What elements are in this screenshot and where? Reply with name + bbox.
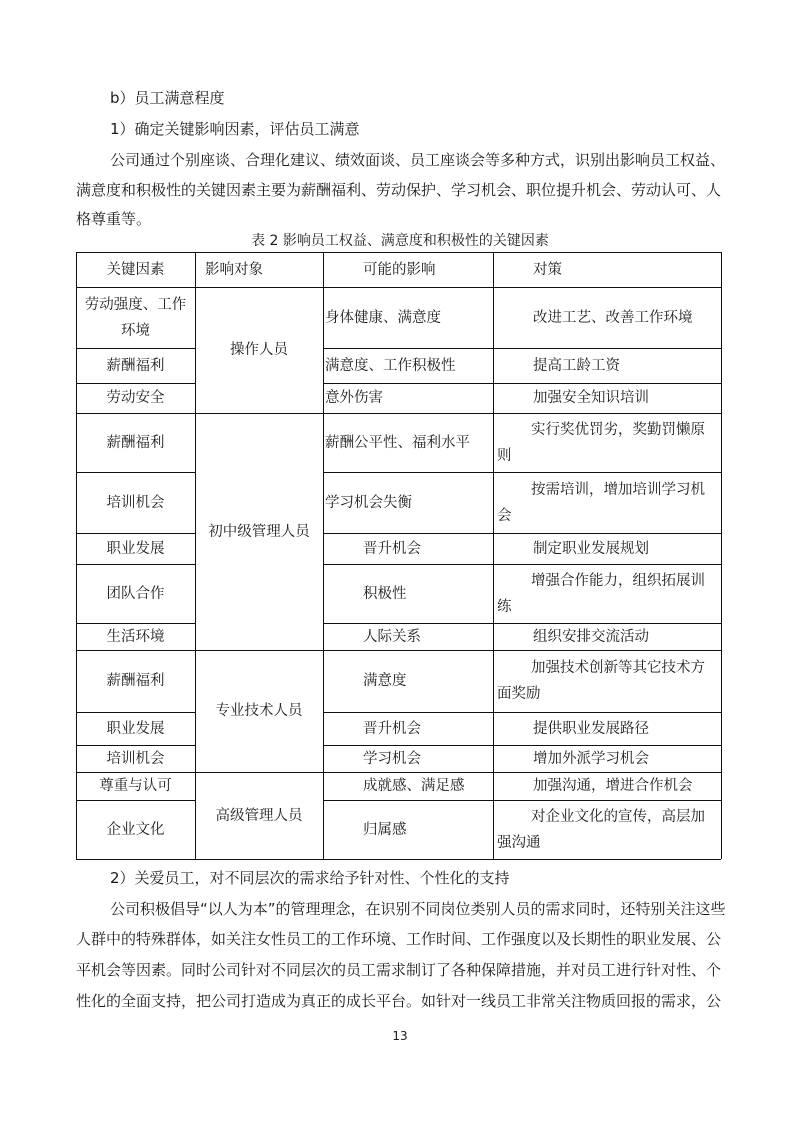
table-rule xyxy=(76,712,195,713)
impact-cell-text: 学习机会 xyxy=(363,750,421,767)
group-cell xyxy=(197,650,321,772)
heading-1: 1）确定关键影响因素，评估员工满意 xyxy=(110,120,360,138)
table-rule xyxy=(76,859,721,860)
header-cell xyxy=(323,252,493,287)
header-cell-text: 可能的影响 xyxy=(363,261,436,278)
group-cell-text: 初中级管理人员 xyxy=(208,523,310,540)
table-rule xyxy=(323,712,721,713)
factor-cell xyxy=(80,772,191,800)
table-rule xyxy=(76,383,195,384)
impact-cell-text: 意外伤害 xyxy=(325,390,383,406)
paragraph-1-line-1: 公司通过个别座谈、合理化建议、绩效面谈、员工座谈会等多种方式，识别出影响员工权益、 xyxy=(110,151,726,169)
factor-cell xyxy=(80,623,191,650)
table-rule xyxy=(323,800,721,801)
factor-cell-text: 企业文化 xyxy=(106,821,165,838)
impact-cell-text: 满意度、工作积极性 xyxy=(325,357,456,374)
header-cell xyxy=(493,252,721,287)
impact-cell xyxy=(323,650,493,712)
measure-cell xyxy=(493,564,721,623)
group-cell xyxy=(197,772,321,859)
factor-cell xyxy=(80,533,191,564)
measure-cell-text: 改进工艺、改善工作环境 xyxy=(533,309,693,326)
paragraph-2-line-1: 公司积极倡导“以人为本”的管理理念，在识别不同岗位类别人员的需求同时，还特别关注这些 xyxy=(110,900,726,918)
table-rule xyxy=(323,533,721,534)
table-rule xyxy=(76,650,721,651)
impact-cell-text: 身体健康、满意度 xyxy=(325,309,441,326)
table-rule xyxy=(76,413,721,414)
measure-cell-text: 组织安排交流活动 xyxy=(533,628,649,645)
impact-cell xyxy=(323,472,493,533)
table-rule xyxy=(76,348,195,349)
factor-cell-text: 劳动安全 xyxy=(106,390,165,406)
impact-cell xyxy=(323,800,493,859)
measure-cell xyxy=(493,413,721,472)
table-rule xyxy=(195,252,196,859)
impact-cell-text: 人际关系 xyxy=(363,628,421,645)
measure-cell-text: 加强沟通，增进合作机会 xyxy=(533,778,693,794)
measure-cell xyxy=(493,287,721,348)
impact-cell-text: 积极性 xyxy=(363,585,407,602)
factor-cell xyxy=(80,472,191,533)
factor-cell xyxy=(80,413,191,472)
impact-cell xyxy=(323,533,493,564)
factor-cell xyxy=(80,745,191,772)
table-rule xyxy=(323,472,721,473)
paragraph-2-line-2: 人群中的特殊群体，如关注女性员工的工作环境、工作时间、工作强度以及长期性的职业发展、公 xyxy=(76,930,722,948)
measure-cell-text: 提供职业发展路径 xyxy=(533,720,649,737)
impact-cell xyxy=(323,383,493,413)
measure-cell xyxy=(493,623,721,650)
impact-cell-text: 晋升机会 xyxy=(363,540,421,557)
table-rule xyxy=(323,623,721,624)
impact-cell xyxy=(323,348,493,383)
table-rule xyxy=(493,252,494,859)
key-factors-table xyxy=(76,252,721,859)
impact-cell xyxy=(323,413,493,472)
header-cell-text: 对策 xyxy=(533,261,562,278)
factor-cell-text: 薪酬福利 xyxy=(106,434,165,451)
impact-cell xyxy=(323,287,493,348)
factor-cell-text: 职业发展 xyxy=(106,720,165,737)
impact-cell-text: 晋升机会 xyxy=(363,720,421,737)
measure-cell-text: 对企业文化的宣传，高层加强沟通 xyxy=(497,808,705,851)
table-rule xyxy=(323,348,721,349)
measure-cell xyxy=(493,472,721,533)
table-rule xyxy=(76,252,721,253)
group-cell-text: 操作人员 xyxy=(230,342,288,358)
measure-cell xyxy=(493,772,721,800)
measure-cell xyxy=(493,348,721,383)
measure-cell-text: 增强合作能力，组织拓展训练 xyxy=(497,572,705,615)
impact-cell-text: 归属感 xyxy=(363,821,407,838)
factor-cell-text: 尊重与认可 xyxy=(99,778,172,794)
factor-cell xyxy=(80,800,191,859)
impact-cell xyxy=(323,712,493,745)
factor-cell xyxy=(80,348,191,383)
header-cell-text: 影响对象 xyxy=(205,261,263,278)
impact-cell xyxy=(323,772,493,800)
header-cell xyxy=(76,252,195,287)
table-rule xyxy=(323,745,721,746)
impact-cell-text: 薪酬公平性、福利水平 xyxy=(325,434,470,451)
factor-cell xyxy=(80,712,191,745)
measure-cell xyxy=(493,800,721,859)
paragraph-2-line-3: 平机会等因素。同时公司针对不同层次的员工需求制订了各种保障措施，并对员工进行针对性、个 xyxy=(76,961,722,979)
table-rule xyxy=(76,623,195,624)
measure-cell-text: 按需培训，增加培训学习机会 xyxy=(497,481,705,524)
factor-cell xyxy=(80,650,191,712)
page-number: 13 xyxy=(392,1029,408,1043)
group-cell-text: 高级管理人员 xyxy=(215,807,303,824)
table-rule xyxy=(323,564,721,565)
table-rule xyxy=(76,772,721,773)
measure-cell-text: 实行奖优罚劣，奖勤罚懒原则 xyxy=(497,421,705,464)
table-rule xyxy=(323,252,324,859)
paragraph-1-line-3: 格尊重等。 xyxy=(76,210,152,228)
measure-cell xyxy=(493,383,721,413)
factor-cell-text: 职业发展 xyxy=(106,540,165,557)
impact-cell-text: 学习机会失衡 xyxy=(325,494,412,511)
table-rule xyxy=(76,800,195,801)
measure-cell-text: 提高工龄工资 xyxy=(533,357,620,374)
impact-cell-text: 满意度 xyxy=(363,673,407,689)
measure-cell-text: 增加外派学习机会 xyxy=(533,750,649,767)
table-rule xyxy=(721,252,722,859)
group-cell-text: 专业技术人员 xyxy=(215,703,303,719)
heading-2: 2）关爱员工，对不同层次的需求给予针对性、个性化的支持 xyxy=(110,869,510,887)
group-cell xyxy=(197,413,321,650)
table-rule xyxy=(76,533,195,534)
factor-cell xyxy=(80,287,191,348)
factor-cell xyxy=(80,383,191,413)
table-rule xyxy=(76,564,195,565)
measure-cell xyxy=(493,712,721,745)
impact-cell xyxy=(323,564,493,623)
table-caption: 表 2 影响员工权益、满意度和积极性的关键因素 xyxy=(251,233,549,249)
factor-cell-text: 培训机会 xyxy=(106,750,165,767)
factor-cell-text: 团队合作 xyxy=(106,585,165,602)
impact-cell xyxy=(323,623,493,650)
factor-cell-text: 培训机会 xyxy=(106,494,165,511)
measure-cell-text: 制定职业发展规划 xyxy=(533,540,649,557)
impact-cell xyxy=(323,745,493,772)
table-rule xyxy=(76,472,195,473)
header-cell-text: 关键因素 xyxy=(106,261,165,278)
paragraph-1-line-2: 满意度和积极性的关键因素主要为薪酬福利、劳动保护、学习机会、职位提升机会、劳动认可、人 xyxy=(76,181,722,199)
factor-cell-text: 劳动强度、工作环境 xyxy=(84,296,187,339)
measure-cell-text: 加强技术创新等其它技术方面奖励 xyxy=(497,660,705,702)
factor-cell-text: 薪酬福利 xyxy=(106,357,165,374)
heading-b: b）员工满意程度 xyxy=(110,89,225,107)
factor-cell xyxy=(80,564,191,623)
measure-cell xyxy=(493,745,721,772)
measure-cell-text: 加强安全知识培训 xyxy=(533,390,649,406)
factor-cell-text: 生活环境 xyxy=(106,628,165,645)
header-cell xyxy=(203,252,323,287)
table-rule xyxy=(76,745,195,746)
measure-cell xyxy=(493,533,721,564)
measure-cell xyxy=(493,650,721,712)
table-rule xyxy=(323,383,721,384)
factor-cell-text: 薪酬福利 xyxy=(106,673,165,689)
table-rule xyxy=(76,252,77,859)
paragraph-2-line-4: 性化的全面支持，把公司打造成为真正的成长平台。如针对一线员工非常关注物质回报的需求，公 xyxy=(76,992,722,1010)
impact-cell-text: 成就感、满足感 xyxy=(363,778,465,794)
table-rule xyxy=(76,287,721,288)
group-cell xyxy=(197,287,321,413)
